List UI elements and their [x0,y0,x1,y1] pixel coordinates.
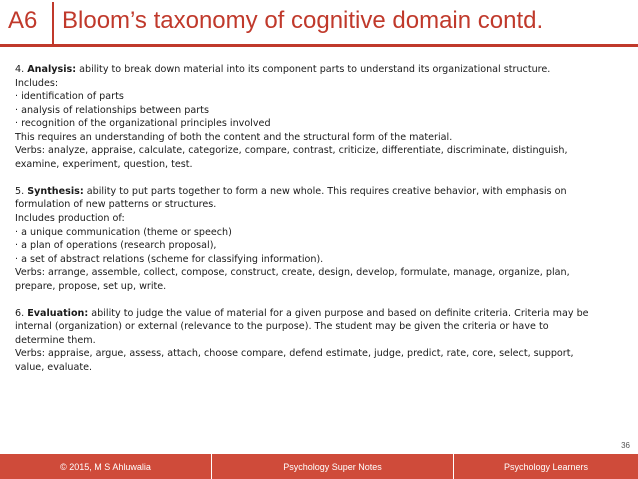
synthesis-number: 5. [15,185,25,197]
page-number: 36 [621,441,630,450]
analysis-item: · identification of parts [15,91,124,103]
slide-body [15,63,625,374]
paragraph-gap [15,171,625,185]
analysis-verbs-cont: examine, experiment, question, test. [15,158,193,170]
title-divider [52,2,54,44]
analysis-item: · recognition of the organizational principles involved [15,118,271,130]
analysis-verbs: Verbs: analyze, appraise, calculate, categorize, compare, contrast, criticize, differentiate, discriminate, distinguish, [15,145,568,157]
analysis-definition-text: ability to break down material into its component parts to understand its organizational structure. [76,64,551,75]
synthesis-verbs-cont: prepare, propose, set up, write. [15,280,167,292]
synthesis-definition-cont: formulation of new patterns or structures. [15,199,217,211]
paragraph-gap [15,293,625,307]
analysis-includes-label: Includes: [15,77,59,89]
synthesis-definition-text: ability to put parts together to form a new whole. This requires creative behavior, with emphasis on [83,185,567,197]
footer-center: Psychology Super Notes [212,454,454,479]
footer-right: Psychology Learners [503,461,589,472]
slide-footer [0,454,638,479]
evaluation-verbs-cont: value, evaluate. [15,361,93,373]
evaluation-verbs: Verbs: appraise, argue, assess, attach, choose compare, defend estimate, judge, predict, rate, core, select, support, [15,348,574,360]
evaluation-definition-cont: determine them. [15,334,96,346]
synthesis-item: · a plan of operations (research proposal), [15,240,217,252]
evaluation-definition-text: ability to judge the value of material for a given purpose and based on definite criteria. Criteria may be [88,307,589,319]
evaluation-term: Evaluation: [27,307,89,319]
analysis-number: 4. [15,64,25,75]
synthesis-term: Synthesis: [27,185,84,197]
synthesis-definition [15,185,625,199]
evaluation-definition-cont: internal (organization) or external (relevance to the purpose). The student may be given the criteria or have to [15,321,549,333]
analysis-summary: This requires an understanding of both the content and the structural form of the material. [15,131,453,143]
slide-header [0,0,638,44]
synthesis-includes-label: Includes production of: [15,212,125,224]
evaluation-number: 6. [15,307,25,319]
slide-title: Bloom’s taxonomy of cognitive domain contd. [62,7,544,34]
synthesis-item: · a unique communication (theme or speech) [15,226,232,238]
synthesis-item: · a set of abstract relations (scheme for classifying information). [15,253,324,265]
evaluation-definition [15,307,625,321]
footer-copyright: © 2015, M S Ahluwalia [0,454,212,479]
analysis-term: Analysis: [27,64,77,75]
slide-id: A6 [8,7,38,34]
synthesis-verbs: Verbs: arrange, assemble, collect, compose, construct, create, design, develop, formulate, manage, organize, plan, [15,267,570,279]
analysis-definition [15,63,625,77]
title-rule [0,44,638,47]
analysis-item: · analysis of relationships between parts [15,104,209,116]
